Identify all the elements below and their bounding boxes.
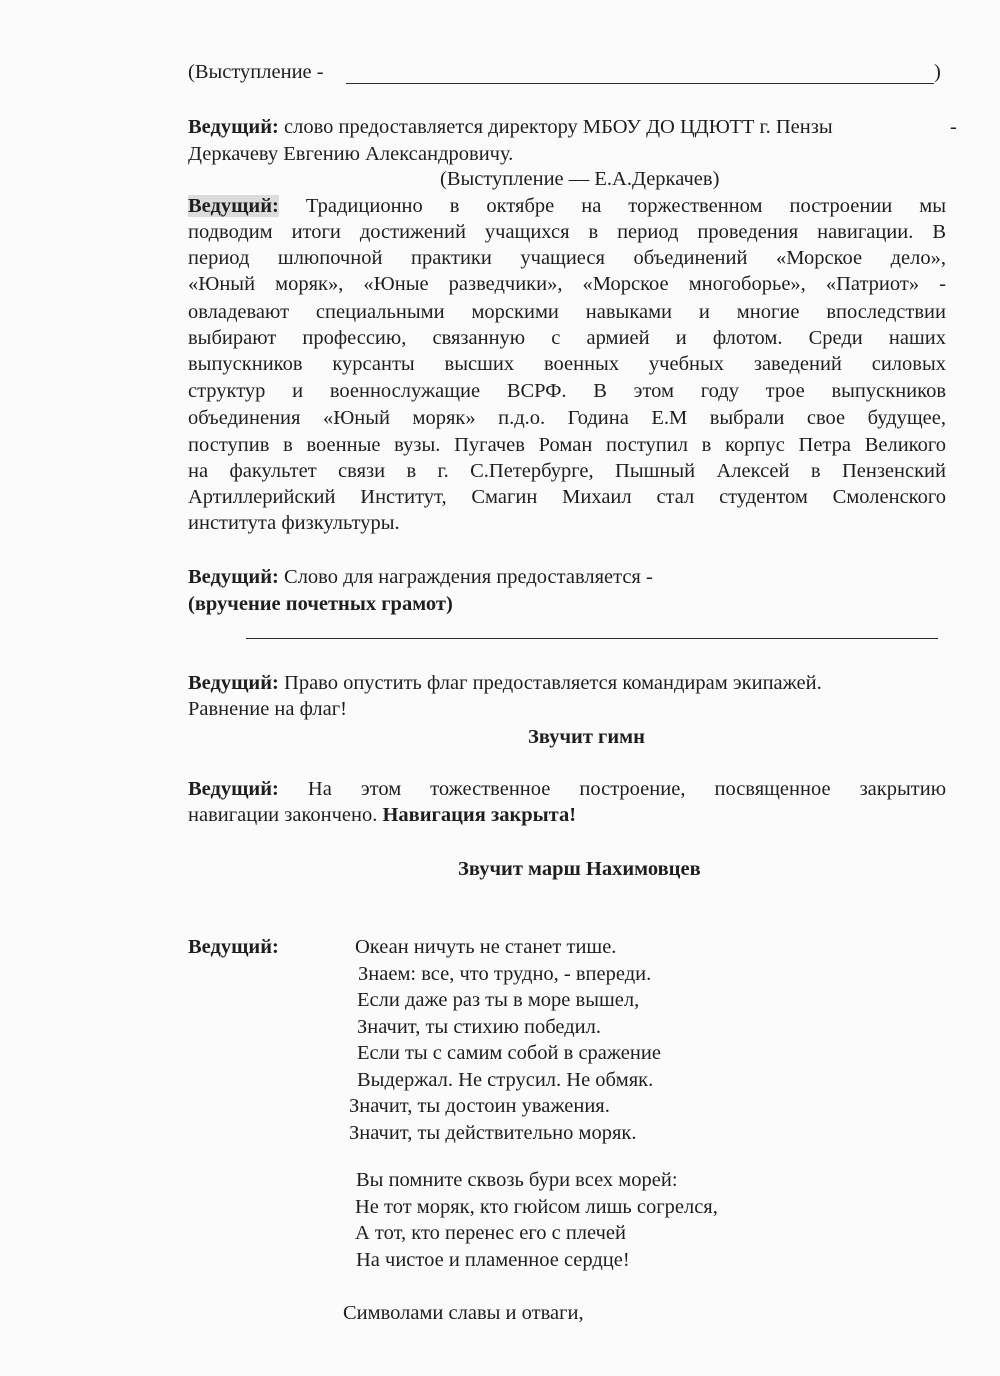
poem-line: Значит, ты действительно моряк. (349, 1121, 637, 1144)
blank-line (246, 638, 938, 639)
award-diplomas: (вручение почетных грамот) (188, 593, 453, 615)
poem-host-label: Ведущий: (188, 936, 279, 958)
award-text: Слово для награждения предоставляется - (284, 566, 653, 588)
anthem-heading: Звучит гимн (528, 726, 645, 748)
para-text: Традиционно в октябре на торжественном построении мы (305, 195, 947, 217)
para-line-9: объединения «Юный моряк» п.д.о. Година Е.М выбрали свое будущее, (188, 407, 946, 429)
para-line-3: период шлюпочной практики учащиеся объединений «Морское дело», (188, 247, 946, 269)
poem-line: Если даже раз ты в море вышел, (357, 989, 640, 1011)
poem-line: А тот, кто перенес его с плечей (355, 1222, 627, 1244)
navigation-closed: Навигация закрыта! (382, 804, 577, 826)
para-line-4: «Юный моряк», «Юные разведчики», «Морское многоборье», «Патриот» - (188, 273, 946, 295)
host-label: Ведущий: (188, 566, 279, 588)
poem-line: Знаем: все, что трудно, - впереди. (358, 962, 652, 985)
director-text: слово предоставляется директору МБОУ ДО ЦДЮТТ г. Пензы (284, 116, 833, 138)
host-label: Ведущий: (188, 778, 279, 800)
award-line (188, 564, 946, 591)
para-line-2: подводим итоги достижений учащихся в период проведения навигации. В (188, 221, 946, 243)
flag-line-2: Равнение на флаг! (188, 698, 347, 720)
poem-line: Вы помните сквозь бури всех морей: (356, 1169, 678, 1191)
host-label: Ведущий: (188, 195, 279, 217)
poem-line: Выдержал. Не струсил. Не обмяк. (357, 1068, 654, 1091)
poem-last-line: Символами славы и отваги, (343, 1302, 584, 1324)
poem-stanza-1 (355, 934, 661, 1093)
host-label: Ведущий: (188, 672, 279, 694)
host-label: Ведущий: (188, 116, 279, 138)
poem-stanza-1-end (349, 1093, 637, 1146)
director-dash: - (950, 116, 957, 138)
para-line-10: поступив в военные вузы. Пугачев Роман поступил в корпус Петра Великого (188, 434, 946, 456)
para-line-5: овладевают специальными морскими навыками и многие впоследствии (188, 301, 946, 323)
director-line-1 (188, 114, 946, 141)
poem-line: Не тот моряк, кто гюйсом лишь согрелся, (355, 1195, 718, 1218)
speech-close: ) (934, 61, 941, 83)
speech-open: (Выступление - (188, 61, 324, 83)
speech-line (188, 59, 946, 86)
closing-text-2: навигации закончено. (188, 804, 383, 826)
para-line-1 (188, 193, 946, 220)
para-line-8: структур и военнослужащие ВСРФ. В этом году трое выпускников (188, 380, 946, 402)
closing-line-1 (188, 776, 946, 803)
blank-line (346, 83, 934, 84)
flag-line (188, 670, 946, 697)
march-heading: Звучит марш Нахимовцев (458, 858, 701, 880)
poem-line: Значит, ты стихию победил. (357, 1015, 601, 1038)
director-line-2: Деркачеву Евгению Александровичу. (188, 143, 514, 165)
flag-text: Право опустить флаг предоставляется командирам экипажей. (284, 672, 822, 694)
para-line-6: выбирают профессию, связанную с армией и флотом. Среди наших (188, 327, 946, 349)
poem-line: Океан ничуть не станет тише. (355, 936, 617, 958)
poem-line: Если ты с самим собой в сражение (357, 1042, 661, 1064)
poem-stanza-2 (356, 1167, 718, 1273)
director-speech: (Выступление — Е.А.Деркачев) (440, 168, 720, 190)
para-line-7: выпускников курсанты высших военных учебных заведений силовых (188, 353, 946, 375)
poem-line: Значит, ты достоин уважения. (349, 1095, 610, 1117)
closing-line-2 (188, 802, 946, 829)
para-line-11: на факультет связи в г. С.Петербурге, Пышный Алексей в Пензенский (188, 460, 946, 482)
para-line-12: Артиллерийский Институт, Смагин Михаил стал студентом Смоленского (188, 486, 946, 508)
closing-text: На этом тожественное построение, посвященное закрытию (307, 778, 947, 800)
poem-line: На чистое и пламенное сердце! (356, 1248, 630, 1271)
para-line-13: института физкультуры. (188, 512, 400, 534)
